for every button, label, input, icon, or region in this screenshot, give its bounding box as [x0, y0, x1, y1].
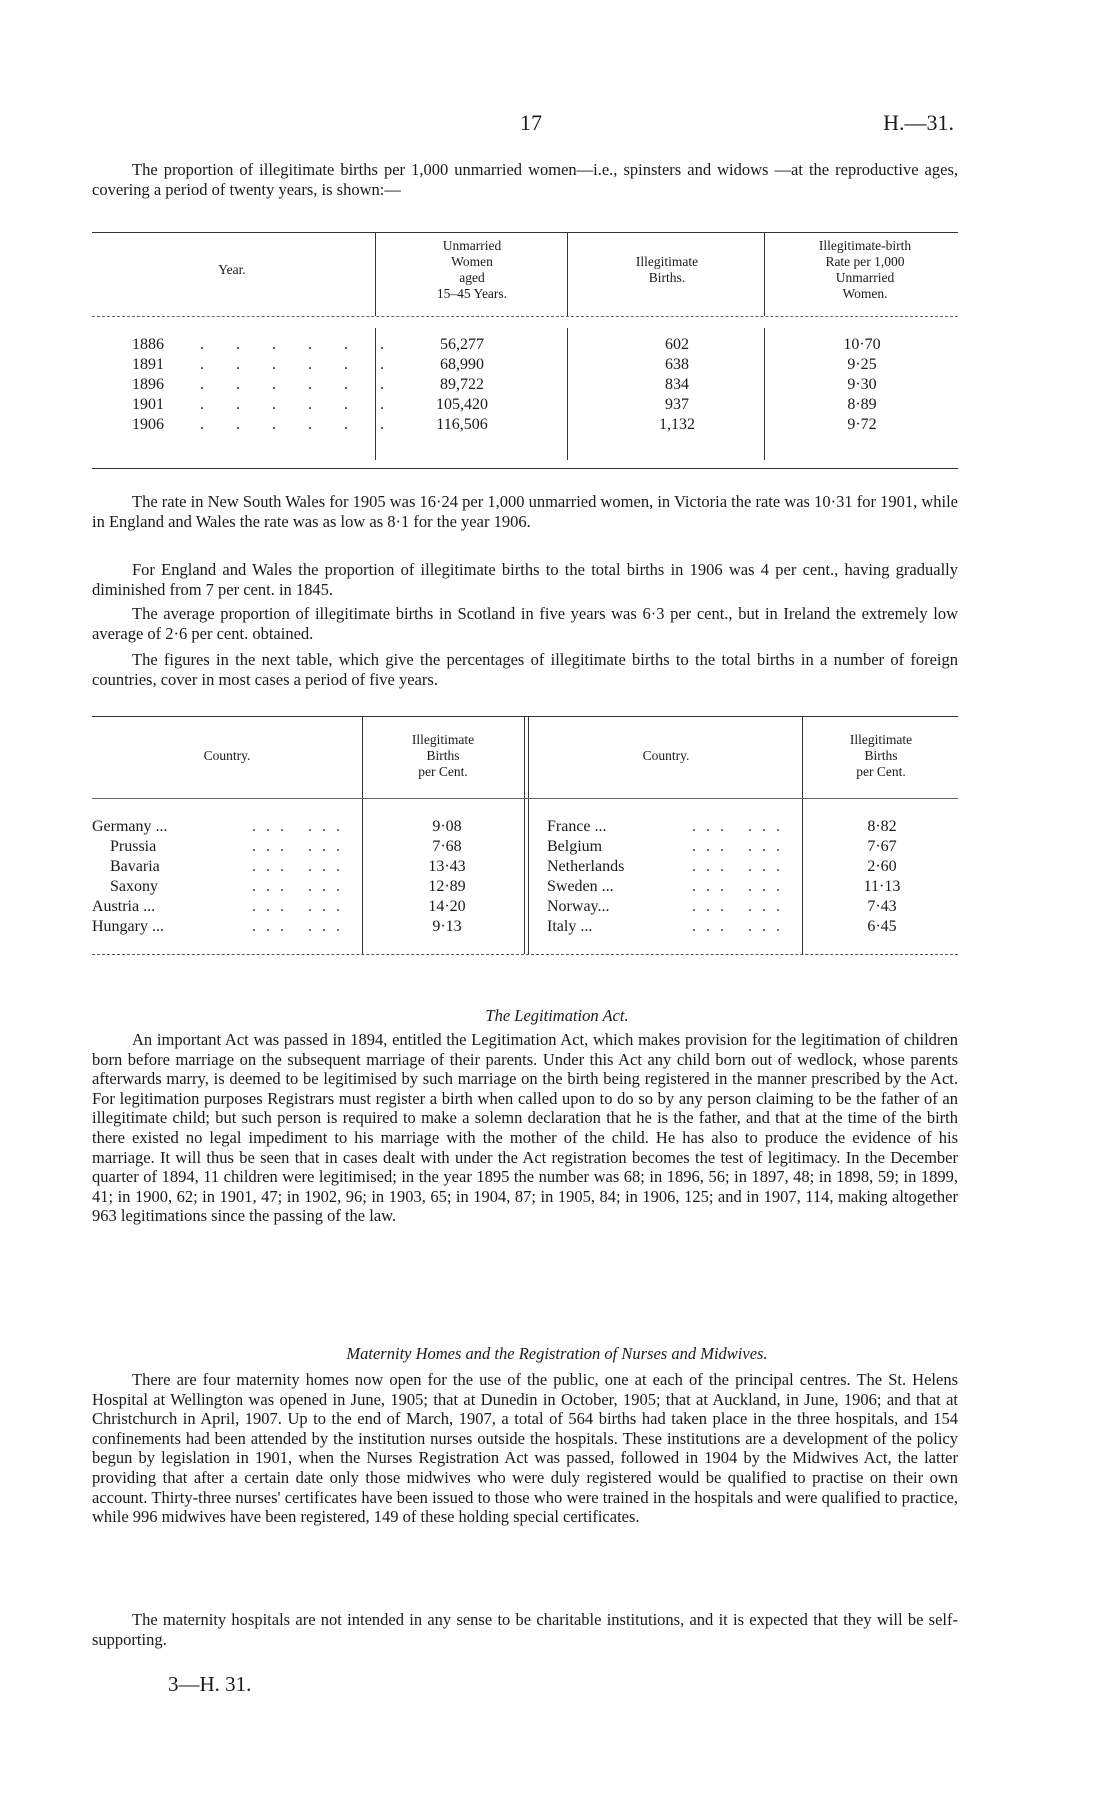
header-line: aged [459, 270, 485, 285]
cell-rate: 10·70 [843, 336, 881, 353]
maternity-paragraph: There are four maternity homes now open for the use of the public, one at each of the principal centres. The St. Helens Hospital at Wellington was opened in June, 1905; that at Dunedin in October, 1905; that at Auckland, in June, 1906; and that at Christchurch in April, 1907. Up to the end of March, 1907, a total of 564 births had taken place in the three hospitals, and 154 confinements had been attended by the institution nurses outside the hospitals. These institutions are a development of the policy begun by legislation in 1901, when the Nurses Registration Act was passed, followed in 1904 by the Midwives Act, the latter providing that after a certain date only those midwives who were duly registered would be qualified to practise on their own account. Thirty-three nurses' certificates have been issued to those who were trained in the hospitals and were qualified to practice, while 996 midwives have been registered, 149 of these holding special certificates. [92, 1370, 958, 1527]
leader-dots: . . . . . . [200, 396, 398, 413]
header-rate [772, 238, 958, 302]
header-line: Illegitimate [411, 732, 475, 747]
body-paragraph: For England and Wales the proportion of illegitimate births to the total births in 1906 was 4 per cent., having gradually diminished from 7 per cent. in 1845. [92, 560, 958, 599]
leader-dots: . . . . . . [200, 356, 398, 373]
leader-dots: ... ... [252, 878, 350, 895]
cell-country: Germany ... [92, 818, 168, 835]
table-row [92, 918, 958, 938]
cell-percent: 12·89 [428, 878, 466, 895]
page-footer: 3—H. 31. [168, 1672, 252, 1696]
cell-unmarried: 89,722 [440, 376, 484, 393]
body-paragraph: The figures in the next table, which give the percentages of illegitimate births to the total births in a number of foreign countries, cover in most cases a period of five years. [92, 650, 958, 689]
leader-dots: ... ... [692, 918, 790, 935]
table-row [92, 898, 958, 918]
cell-country: Belgium [547, 838, 603, 855]
leader-dots: ... ... [252, 918, 350, 935]
cell-percent: 9·13 [432, 918, 462, 935]
cell-illegitimate: 602 [665, 336, 689, 353]
cell-percent: 7·43 [867, 898, 897, 915]
cell-illegitimate: 638 [665, 356, 689, 373]
table-rule [92, 798, 958, 799]
cell-percent: 8·82 [867, 818, 897, 835]
cell-illegitimate: 937 [665, 396, 689, 413]
cell-rate: 9·72 [847, 416, 877, 433]
body-paragraph: The average proportion of illegitimate births in Scotland in five years was 6·3 per cent., but in Ireland the extremely low average of 2·6 per cent. obtained. [92, 604, 958, 643]
header-line: Unmarried [442, 238, 502, 253]
cell-country: Saxony [110, 878, 158, 895]
header-line: Illegitimate [849, 732, 913, 747]
table-row [92, 356, 958, 376]
header-line: Women. [842, 286, 888, 301]
cell-illegitimate: 1,132 [659, 416, 695, 433]
cell-rate: 9·30 [847, 376, 877, 393]
table-row [92, 336, 958, 356]
cell-rate: 9·25 [847, 356, 877, 373]
cell-percent: 2·60 [867, 858, 897, 875]
table-rule [92, 316, 958, 317]
cell-country: Sweden ... [547, 878, 614, 895]
cell-year: 1886 [132, 336, 164, 353]
cell-country: Hungary ... [92, 918, 164, 935]
cell-percent: 6·45 [867, 918, 897, 935]
header-year: Year. [218, 262, 246, 277]
header-line: Rate per 1,000 [825, 254, 905, 269]
maternity-paragraph-2: The maternity hospitals are not intended in any sense to be charitable institutions, and it is expected that they will be self-supporting. [92, 1610, 958, 1649]
cell-country: Norway... [547, 898, 610, 915]
header-illegitimate [582, 254, 752, 286]
cell-country: Bavaria [110, 858, 160, 875]
header-line: Births [426, 748, 460, 763]
table-row [92, 818, 958, 838]
cell-year: 1896 [132, 376, 164, 393]
cell-country: Italy ... [547, 918, 593, 935]
cell-year: 1891 [132, 356, 164, 373]
cell-rate: 8·89 [847, 396, 877, 413]
leader-dots: ... ... [692, 838, 790, 855]
cell-percent: 14·20 [428, 898, 466, 915]
table-rule [92, 954, 958, 955]
cell-year: 1906 [132, 416, 164, 433]
body-paragraph: The rate in New South Wales for 1905 was 16·24 per 1,000 unmarried women, in Victoria the rate was 10·31 for 1901, while in England and Wales the rate was as low as 8·1 for the year 1906. [92, 492, 958, 531]
leader-dots: ... ... [692, 858, 790, 875]
cell-percent: 9·08 [432, 818, 462, 835]
leader-dots: ... ... [252, 858, 350, 875]
header-line: per Cent. [856, 764, 906, 779]
cell-unmarried: 68,990 [440, 356, 484, 373]
header-unmarried [387, 238, 557, 302]
cell-percent: 11·13 [863, 878, 901, 895]
leader-dots: ... ... [252, 838, 350, 855]
section-heading-maternity: Maternity Homes and the Registration of Nurses and Midwives. [346, 1344, 768, 1363]
leader-dots: ... ... [252, 818, 350, 835]
leader-dots: ... ... [692, 878, 790, 895]
header-line: per Cent. [418, 764, 468, 779]
header-line: Women [451, 254, 493, 269]
section-heading-legitimation: The Legitimation Act. [485, 1006, 629, 1025]
cell-country: Prussia [110, 838, 157, 855]
header-line: Illegitimate [635, 254, 699, 269]
column-divider [764, 232, 765, 316]
leader-dots: . . . . . . [200, 416, 398, 433]
table-row [92, 858, 958, 878]
table-rule [92, 468, 958, 469]
header-line: Illegitimate-birth [818, 238, 912, 253]
header-line: Births [864, 748, 898, 763]
cell-unmarried: 116,506 [436, 416, 488, 433]
cell-percent: 7·67 [867, 838, 897, 855]
table-rule [92, 232, 958, 233]
cell-country: France ... [547, 818, 607, 835]
column-divider [567, 232, 568, 316]
leader-dots: ... ... [692, 898, 790, 915]
leader-dots: ... ... [252, 898, 350, 915]
cell-year: 1901 [132, 396, 164, 413]
table-rule [92, 716, 958, 717]
cell-unmarried: 105,420 [436, 396, 488, 413]
table-row [92, 376, 958, 396]
intro-paragraph: The proportion of illegitimate births per 1,000 unmarried women—i.e., spinsters and widows —at the reproductive ages, covering a period of twenty years, is shown:— [92, 160, 958, 199]
legitimation-paragraph: An important Act was passed in 1894, entitled the Legitimation Act, which makes provision for the legitimation of children born before marriage on the subsequent marriage of their parents. Under this Act any child born out of wedlock, whose parents afterwards marry, is deemed to be legitimised by such marriage on the birth being registered in the manner prescribed by the Act. For legitimation purposes Registrars must register a birth when called upon to do so by any person claiming to be the father of an illegitimate child; but such person is required to make a solemn declaration that he is the father, and that at the time of the birth there existed no legal impediment to his marriage with the mother of the child. He has also to produce the evidence of his marriage. It will thus be seen that in cases dealt with under the Act registration becomes the test of legitimacy. In the December quarter of 1894, 11 children were legitimised; in the year 1895 the number was 68; in 1896, 56; in 1897, 48; in 1898, 59; in 1899, 41; in 1900, 62; in 1901, 47; in 1902, 96; in 1903, 65; in 1904, 87; in 1905, 84; in 1906, 125; and in 1907, 114, making altogether 963 legitimations since the passing of the law. [92, 1030, 958, 1226]
table-row [92, 396, 958, 416]
header-line: 15–45 Years. [436, 286, 508, 301]
table-row [92, 838, 958, 858]
cell-unmarried: 56,277 [440, 336, 484, 353]
header-country-left: Country. [203, 748, 251, 763]
page-number: 17 [520, 110, 542, 135]
leader-dots: . . . . . . [200, 336, 398, 353]
leader-dots: ... ... [692, 818, 790, 835]
table-row [92, 416, 958, 436]
table-row [92, 878, 958, 898]
cell-illegitimate: 834 [665, 376, 689, 393]
header-line: Unmarried [835, 270, 895, 285]
leader-dots: . . . . . . [200, 376, 398, 393]
cell-country: Netherlands [547, 858, 625, 875]
header-line: Births. [648, 270, 686, 285]
page-reference: H.—31. [883, 110, 954, 135]
cell-country: Austria ... [92, 898, 156, 915]
cell-percent: 13·43 [428, 858, 466, 875]
cell-percent: 7·68 [432, 838, 462, 855]
header-births-right [804, 732, 958, 780]
header-births-left [364, 732, 522, 780]
header-country-right: Country. [642, 748, 690, 763]
column-divider [375, 232, 376, 316]
